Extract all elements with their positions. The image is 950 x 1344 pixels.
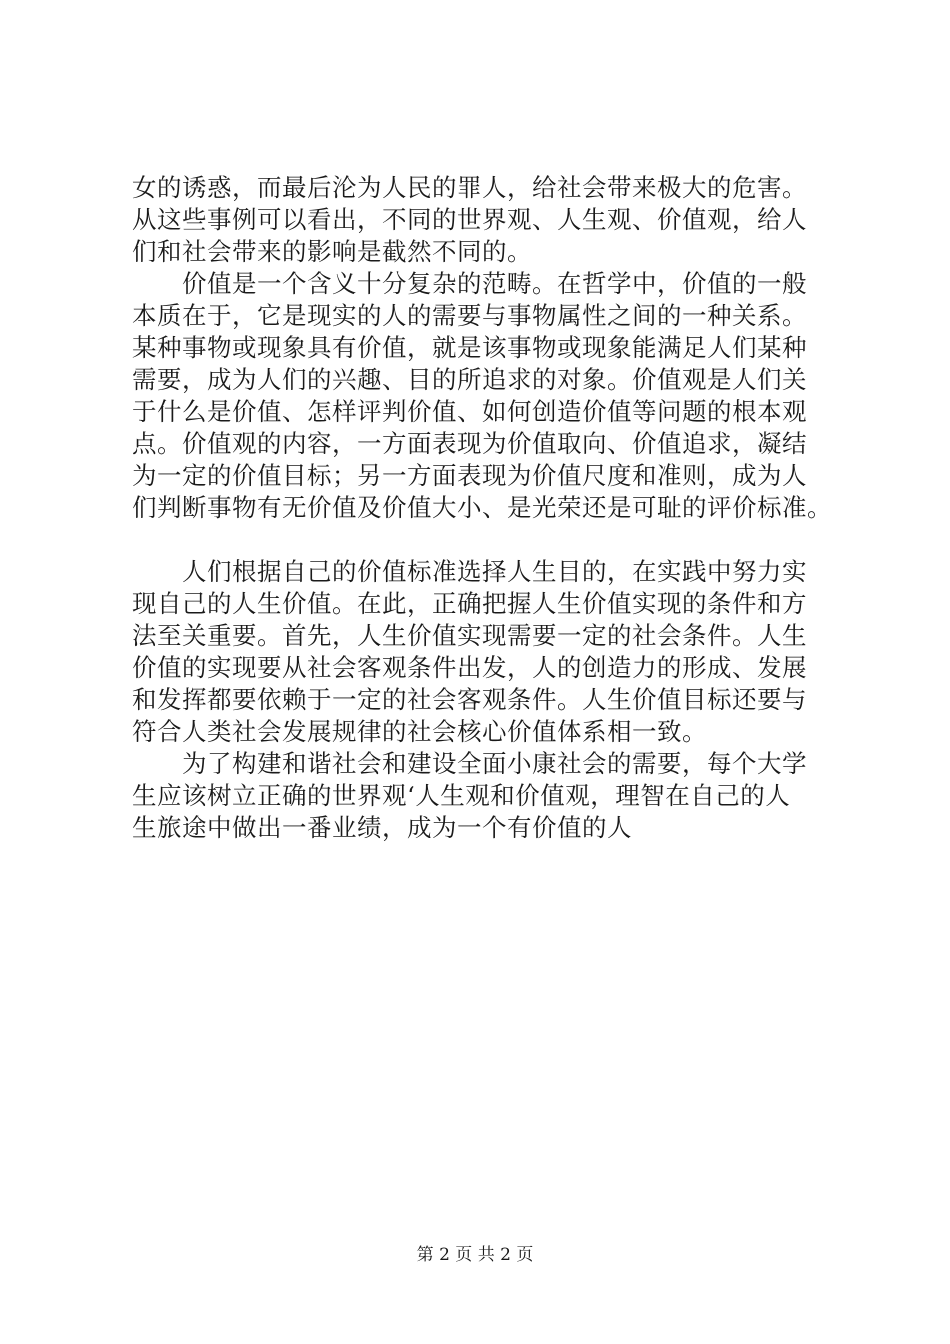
paragraph-line: 人们根据自己的价值标准选择人生目的，在实践中努力实: [182, 557, 807, 586]
paragraph-line: 从这些事例可以看出，不同的世界观、人生观、价值观，给人: [132, 205, 807, 234]
paragraph-line: 女的诱惑，而最后沦为人民的罪人，给社会带来极大的危害。: [132, 173, 807, 202]
paragraph-line: 价值的实现要从社会客观条件出发，人的创造力的形成、发展: [132, 653, 807, 682]
paragraph-line: 们和社会带来的影响是截然不同的。: [132, 237, 532, 266]
paragraph-line: 于什么是价值、怎样评判价值、如何创造价值等问题的根本观: [132, 397, 807, 426]
paragraph-line: 为了构建和谐社会和建设全面小康社会的需要，每个大学: [182, 749, 807, 778]
paragraph-line: 符合人类社会发展规律的社会核心价值体系相一致。: [132, 717, 707, 746]
paragraph-line: 们判断事物有无价值及价值大小、是光荣还是可耻的评价标准。: [132, 493, 832, 522]
paragraph-1: [132, 172, 842, 268]
page-footer: [0, 1244, 950, 1266]
paragraph-line: 点。价值观的内容，一方面表现为价值取向、价值追求，凝结: [132, 429, 807, 458]
paragraph-line: 生应该树立正确的世界观‘人生观和价值观，理智在自己的人: [132, 781, 791, 810]
paragraph-line: 价值是一个含义十分复杂的范畴。在哲学中，价值的一般: [182, 269, 807, 298]
paragraph-line: 生旅途中做出一番业绩，成为一个有价值的人: [132, 813, 632, 842]
paragraph-line: 某种事物或现象具有价值，就是该事物或现象能满足人们某种: [132, 333, 807, 362]
paragraph-line: 为一定的价值目标；另一方面表现为价值尺度和准则，成为人: [132, 461, 807, 490]
paragraph-line: 现自己的人生价值。在此，正确把握人生价值实现的条件和方: [132, 589, 807, 618]
paragraph-spacer: [132, 524, 842, 556]
document-body: [132, 172, 842, 844]
paragraph-4: [132, 748, 842, 844]
paragraph-line: 本质在于，它是现实的人的需要与事物属性之间的一种关系。: [132, 301, 807, 330]
paragraph-line: 和发挥都要依赖于一定的社会客观条件。人生价值目标还要与: [132, 685, 807, 714]
paragraph-3: [132, 556, 842, 748]
page-number: 第 2 页 共 2 页: [416, 1245, 534, 1265]
paragraph-line: 法至关重要。首先，人生价值实现需要一定的社会条件。人生: [132, 621, 807, 650]
paragraph-2: [132, 268, 842, 524]
paragraph-line: 需要，成为人们的兴趣、目的所追求的对象。价值观是人们关: [132, 365, 807, 394]
